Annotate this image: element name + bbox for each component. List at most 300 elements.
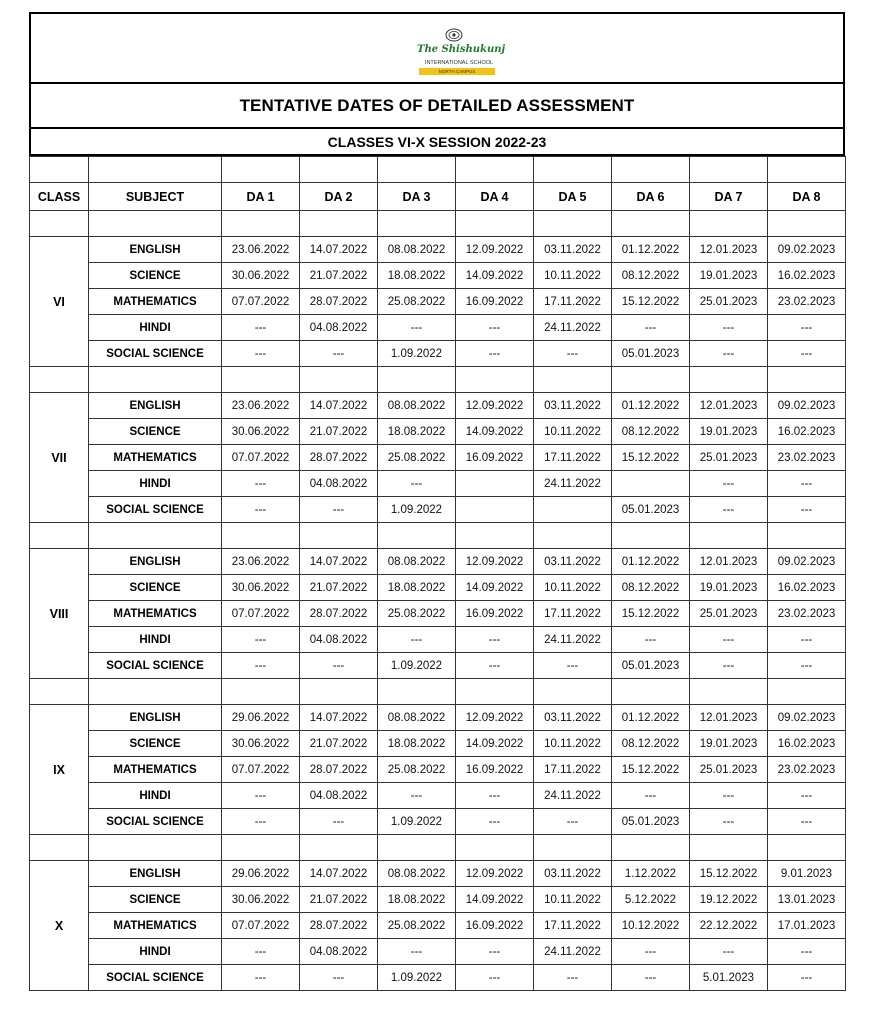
column-header: SUBJECT xyxy=(89,183,222,211)
table-row xyxy=(30,705,846,731)
date-cell: 15.12.2022 xyxy=(612,601,690,627)
date-cell: 25.08.2022 xyxy=(378,757,456,783)
table-row xyxy=(30,575,846,601)
date-cell: 17.11.2022 xyxy=(534,913,612,939)
date-cell: 25.01.2023 xyxy=(690,445,768,471)
subject-cell: HINDI xyxy=(89,315,222,341)
date-cell: 17.11.2022 xyxy=(534,757,612,783)
subject-cell: ENGLISH xyxy=(89,861,222,887)
empty-cell xyxy=(534,367,612,393)
date-cell: --- xyxy=(222,653,300,679)
date-cell: --- xyxy=(222,341,300,367)
date-cell: 25.08.2022 xyxy=(378,445,456,471)
empty-cell xyxy=(300,835,378,861)
subject-cell: HINDI xyxy=(89,939,222,965)
date-cell: --- xyxy=(768,653,846,679)
date-cell: 08.12.2022 xyxy=(612,575,690,601)
date-cell: 24.11.2022 xyxy=(534,471,612,497)
date-cell: 15.12.2022 xyxy=(612,289,690,315)
empty-cell xyxy=(768,157,846,183)
empty-cell xyxy=(690,367,768,393)
empty-cell xyxy=(456,679,534,705)
class-cell: VI xyxy=(30,237,89,367)
subject-cell: SCIENCE xyxy=(89,887,222,913)
date-cell: 08.08.2022 xyxy=(378,861,456,887)
date-cell: 21.07.2022 xyxy=(300,263,378,289)
date-cell: 16.02.2023 xyxy=(768,263,846,289)
date-cell: 04.08.2022 xyxy=(300,315,378,341)
date-cell: --- xyxy=(222,497,300,523)
table-row xyxy=(30,783,846,809)
empty-cell xyxy=(534,211,612,237)
table-row xyxy=(30,289,846,315)
date-cell: 16.02.2023 xyxy=(768,419,846,445)
empty-cell xyxy=(378,835,456,861)
date-cell: 12.09.2022 xyxy=(456,861,534,887)
date-cell: 18.08.2022 xyxy=(378,419,456,445)
class-cell: X xyxy=(30,861,89,991)
date-cell: 08.08.2022 xyxy=(378,705,456,731)
table-row xyxy=(30,315,846,341)
date-cell: 1.09.2022 xyxy=(378,653,456,679)
date-cell: --- xyxy=(456,965,534,991)
date-cell: --- xyxy=(300,965,378,991)
table-row xyxy=(30,497,846,523)
empty-cell xyxy=(222,523,300,549)
column-header: DA 5 xyxy=(534,183,612,211)
subject-cell: SOCIAL SCIENCE xyxy=(89,653,222,679)
date-cell: 04.08.2022 xyxy=(300,783,378,809)
date-cell: 21.07.2022 xyxy=(300,419,378,445)
date-cell: --- xyxy=(690,471,768,497)
assessment-schedule-table xyxy=(29,156,846,991)
subject-cell: ENGLISH xyxy=(89,237,222,263)
empty-cell xyxy=(534,157,612,183)
date-cell: 17.11.2022 xyxy=(534,601,612,627)
date-cell: 14.09.2022 xyxy=(456,575,534,601)
date-cell: 07.07.2022 xyxy=(222,601,300,627)
date-cell: --- xyxy=(222,471,300,497)
date-cell: 1.09.2022 xyxy=(378,965,456,991)
date-cell: 21.07.2022 xyxy=(300,731,378,757)
date-cell: --- xyxy=(612,965,690,991)
date-cell: --- xyxy=(768,471,846,497)
date-cell: --- xyxy=(768,627,846,653)
table-row xyxy=(30,549,846,575)
date-cell: --- xyxy=(222,809,300,835)
date-cell: --- xyxy=(768,809,846,835)
empty-cell xyxy=(89,835,222,861)
date-cell: 10.11.2022 xyxy=(534,887,612,913)
date-cell: --- xyxy=(612,939,690,965)
logo-box xyxy=(29,12,845,84)
school-logo xyxy=(417,28,506,80)
date-cell: 22.12.2022 xyxy=(690,913,768,939)
class-cell: VIII xyxy=(30,549,89,679)
date-cell: 14.09.2022 xyxy=(456,263,534,289)
date-cell: 24.11.2022 xyxy=(534,939,612,965)
date-cell: 08.08.2022 xyxy=(378,549,456,575)
date-cell: 30.06.2022 xyxy=(222,887,300,913)
date-cell: --- xyxy=(534,809,612,835)
empty-cell xyxy=(378,679,456,705)
date-cell: 12.09.2022 xyxy=(456,393,534,419)
empty-cell xyxy=(534,835,612,861)
date-cell: 29.06.2022 xyxy=(222,705,300,731)
subject-cell: MATHEMATICS xyxy=(89,289,222,315)
date-cell: 10.11.2022 xyxy=(534,731,612,757)
empty-cell xyxy=(378,523,456,549)
spacer-row xyxy=(30,367,846,393)
date-cell: --- xyxy=(690,627,768,653)
empty-cell xyxy=(30,835,89,861)
date-cell: --- xyxy=(222,783,300,809)
date-cell: --- xyxy=(690,315,768,341)
empty-cell xyxy=(612,679,690,705)
date-cell: 5.01.2023 xyxy=(690,965,768,991)
date-cell: 04.08.2022 xyxy=(300,939,378,965)
date-cell: 1.09.2022 xyxy=(378,341,456,367)
date-cell: 1.09.2022 xyxy=(378,497,456,523)
date-cell: 17.11.2022 xyxy=(534,289,612,315)
subject-cell: ENGLISH xyxy=(89,549,222,575)
date-cell: 09.02.2023 xyxy=(768,549,846,575)
date-cell: 30.06.2022 xyxy=(222,419,300,445)
date-cell: 16.09.2022 xyxy=(456,757,534,783)
date-cell: 23.06.2022 xyxy=(222,237,300,263)
table-row xyxy=(30,731,846,757)
date-cell: 09.02.2023 xyxy=(768,705,846,731)
date-cell: 08.08.2022 xyxy=(378,393,456,419)
empty-cell xyxy=(222,367,300,393)
empty-cell xyxy=(456,157,534,183)
empty-cell xyxy=(768,835,846,861)
subject-cell: SCIENCE xyxy=(89,575,222,601)
column-header: DA 4 xyxy=(456,183,534,211)
date-cell: 10.11.2022 xyxy=(534,263,612,289)
date-cell: 23.06.2022 xyxy=(222,549,300,575)
date-cell: --- xyxy=(222,965,300,991)
subject-cell: SOCIAL SCIENCE xyxy=(89,965,222,991)
column-header: DA 7 xyxy=(690,183,768,211)
date-cell: 24.11.2022 xyxy=(534,783,612,809)
date-cell xyxy=(456,497,534,523)
date-cell: --- xyxy=(534,965,612,991)
date-cell: 19.01.2023 xyxy=(690,731,768,757)
date-cell: 03.11.2022 xyxy=(534,861,612,887)
subject-cell: HINDI xyxy=(89,471,222,497)
empty-cell xyxy=(456,835,534,861)
column-header: DA 1 xyxy=(222,183,300,211)
empty-cell xyxy=(89,157,222,183)
date-cell: 05.01.2023 xyxy=(612,653,690,679)
empty-cell xyxy=(690,523,768,549)
empty-cell xyxy=(378,157,456,183)
date-cell: 14.09.2022 xyxy=(456,731,534,757)
empty-cell xyxy=(89,211,222,237)
empty-cell xyxy=(30,367,89,393)
date-cell: --- xyxy=(768,965,846,991)
subject-cell: SOCIAL SCIENCE xyxy=(89,341,222,367)
table-row xyxy=(30,627,846,653)
date-cell: 14.07.2022 xyxy=(300,549,378,575)
subject-cell: SOCIAL SCIENCE xyxy=(89,497,222,523)
date-cell: 23.06.2022 xyxy=(222,393,300,419)
date-cell: 14.09.2022 xyxy=(456,419,534,445)
empty-cell xyxy=(534,679,612,705)
date-cell: --- xyxy=(768,341,846,367)
date-cell: 12.01.2023 xyxy=(690,237,768,263)
date-cell: 01.12.2022 xyxy=(612,237,690,263)
empty-cell xyxy=(612,367,690,393)
date-cell: --- xyxy=(690,939,768,965)
title-box xyxy=(29,84,845,129)
date-cell: --- xyxy=(222,315,300,341)
date-cell: 07.07.2022 xyxy=(222,913,300,939)
table-row xyxy=(30,965,846,991)
subject-cell: MATHEMATICS xyxy=(89,445,222,471)
logo-school-name: The Shishukunj xyxy=(417,44,506,55)
empty-cell xyxy=(30,211,89,237)
spacer-row xyxy=(30,211,846,237)
date-cell: 01.12.2022 xyxy=(612,393,690,419)
date-cell: 19.12.2022 xyxy=(690,887,768,913)
date-cell: --- xyxy=(300,809,378,835)
date-cell: --- xyxy=(690,783,768,809)
document-title: TENTATIVE DATES OF DETAILED ASSESSMENT xyxy=(239,95,635,115)
date-cell: --- xyxy=(768,939,846,965)
date-cell: --- xyxy=(300,653,378,679)
table-row xyxy=(30,861,846,887)
date-cell: 5.12.2022 xyxy=(612,887,690,913)
empty-cell xyxy=(30,157,89,183)
table-row xyxy=(30,393,846,419)
empty-cell xyxy=(690,835,768,861)
empty-cell xyxy=(30,523,89,549)
empty-cell xyxy=(456,523,534,549)
date-cell: 04.08.2022 xyxy=(300,627,378,653)
empty-cell xyxy=(612,835,690,861)
date-cell: 12.09.2022 xyxy=(456,237,534,263)
date-cell: 14.07.2022 xyxy=(300,861,378,887)
table-row xyxy=(30,809,846,835)
date-cell: 14.07.2022 xyxy=(300,705,378,731)
subject-cell: SOCIAL SCIENCE xyxy=(89,809,222,835)
date-cell: --- xyxy=(768,315,846,341)
date-cell: 25.01.2023 xyxy=(690,757,768,783)
date-cell: 25.01.2023 xyxy=(690,289,768,315)
date-cell: 04.08.2022 xyxy=(300,471,378,497)
date-cell: 23.02.2023 xyxy=(768,601,846,627)
date-cell: 16.09.2022 xyxy=(456,445,534,471)
empty-cell xyxy=(534,523,612,549)
date-cell: 07.07.2022 xyxy=(222,757,300,783)
date-cell: 16.02.2023 xyxy=(768,575,846,601)
subtitle-box xyxy=(29,129,845,156)
table-row xyxy=(30,341,846,367)
date-cell: --- xyxy=(612,627,690,653)
column-header: DA 6 xyxy=(612,183,690,211)
date-cell: 28.07.2022 xyxy=(300,601,378,627)
date-cell: 12.09.2022 xyxy=(456,549,534,575)
date-cell: 16.02.2023 xyxy=(768,731,846,757)
date-cell: 21.07.2022 xyxy=(300,887,378,913)
date-cell: --- xyxy=(534,341,612,367)
empty-cell xyxy=(768,211,846,237)
column-header: DA 3 xyxy=(378,183,456,211)
date-cell: 23.02.2023 xyxy=(768,289,846,315)
date-cell: 30.06.2022 xyxy=(222,731,300,757)
empty-cell xyxy=(768,679,846,705)
date-cell: --- xyxy=(612,315,690,341)
date-cell: 14.09.2022 xyxy=(456,887,534,913)
date-cell: 18.08.2022 xyxy=(378,731,456,757)
empty-cell xyxy=(300,211,378,237)
date-cell: --- xyxy=(378,627,456,653)
empty-cell xyxy=(89,523,222,549)
empty-cell xyxy=(378,211,456,237)
empty-cell xyxy=(768,523,846,549)
date-cell: --- xyxy=(378,783,456,809)
empty-cell xyxy=(456,367,534,393)
date-cell: 25.08.2022 xyxy=(378,289,456,315)
subject-cell: HINDI xyxy=(89,783,222,809)
date-cell: 08.12.2022 xyxy=(612,419,690,445)
date-cell: 19.01.2023 xyxy=(690,263,768,289)
date-cell: --- xyxy=(378,939,456,965)
date-cell: 25.01.2023 xyxy=(690,601,768,627)
empty-cell xyxy=(30,679,89,705)
date-cell: 03.11.2022 xyxy=(534,549,612,575)
subject-cell: SCIENCE xyxy=(89,419,222,445)
date-cell: --- xyxy=(612,783,690,809)
empty-cell xyxy=(89,367,222,393)
date-cell: 01.12.2022 xyxy=(612,549,690,575)
spacer-row xyxy=(30,679,846,705)
date-cell: 03.11.2022 xyxy=(534,393,612,419)
empty-cell xyxy=(612,157,690,183)
empty-cell xyxy=(690,211,768,237)
date-cell: 16.09.2022 xyxy=(456,601,534,627)
empty-cell xyxy=(300,367,378,393)
date-cell: 08.08.2022 xyxy=(378,237,456,263)
date-cell: 12.01.2023 xyxy=(690,705,768,731)
document-subtitle: CLASSES VI-X SESSION 2022-23 xyxy=(327,133,547,150)
logo-school-type: INTERNATIONAL SCHOOL xyxy=(424,60,494,66)
date-cell: 09.02.2023 xyxy=(768,393,846,419)
empty-cell xyxy=(300,157,378,183)
date-cell: --- xyxy=(456,653,534,679)
table-row xyxy=(30,939,846,965)
table-row xyxy=(30,757,846,783)
date-cell: 9.01.2023 xyxy=(768,861,846,887)
date-cell: 16.09.2022 xyxy=(456,913,534,939)
date-cell: 10.12.2022 xyxy=(612,913,690,939)
date-cell: 16.09.2022 xyxy=(456,289,534,315)
date-cell: --- xyxy=(690,653,768,679)
date-cell: 05.01.2023 xyxy=(612,341,690,367)
date-cell: 05.01.2023 xyxy=(612,497,690,523)
date-cell: 10.11.2022 xyxy=(534,419,612,445)
date-cell: --- xyxy=(690,341,768,367)
date-cell: 19.01.2023 xyxy=(690,575,768,601)
empty-cell xyxy=(768,367,846,393)
date-cell: 18.08.2022 xyxy=(378,263,456,289)
empty-cell xyxy=(690,157,768,183)
empty-cell xyxy=(300,679,378,705)
table-row xyxy=(30,237,846,263)
date-cell: 18.08.2022 xyxy=(378,575,456,601)
empty-cell xyxy=(612,523,690,549)
spacer-row xyxy=(30,523,846,549)
date-cell: 28.07.2022 xyxy=(300,445,378,471)
empty-cell xyxy=(89,679,222,705)
date-cell: 03.11.2022 xyxy=(534,705,612,731)
date-cell: 14.07.2022 xyxy=(300,393,378,419)
subject-cell: ENGLISH xyxy=(89,393,222,419)
empty-cell xyxy=(456,211,534,237)
date-cell: 14.07.2022 xyxy=(300,237,378,263)
header-row xyxy=(30,183,846,211)
column-header: DA 8 xyxy=(768,183,846,211)
table-row xyxy=(30,653,846,679)
date-cell: 13.01.2023 xyxy=(768,887,846,913)
school-emblem-icon xyxy=(445,28,463,42)
date-cell: 24.11.2022 xyxy=(534,627,612,653)
date-cell: --- xyxy=(456,341,534,367)
class-cell: VII xyxy=(30,393,89,523)
date-cell xyxy=(534,497,612,523)
column-header: DA 2 xyxy=(300,183,378,211)
date-cell: 1.12.2022 xyxy=(612,861,690,887)
date-cell: 10.11.2022 xyxy=(534,575,612,601)
table-row xyxy=(30,419,846,445)
class-cell: IX xyxy=(30,705,89,835)
date-cell: --- xyxy=(768,783,846,809)
date-cell: 25.08.2022 xyxy=(378,601,456,627)
subject-cell: SCIENCE xyxy=(89,731,222,757)
date-cell: 17.11.2022 xyxy=(534,445,612,471)
empty-cell xyxy=(222,211,300,237)
date-cell: 03.11.2022 xyxy=(534,237,612,263)
date-cell: --- xyxy=(534,653,612,679)
table-row xyxy=(30,445,846,471)
date-cell: 18.08.2022 xyxy=(378,887,456,913)
date-cell: 25.08.2022 xyxy=(378,913,456,939)
date-cell: 1.09.2022 xyxy=(378,809,456,835)
date-cell: 12.01.2023 xyxy=(690,393,768,419)
date-cell: --- xyxy=(690,497,768,523)
date-cell: 30.06.2022 xyxy=(222,575,300,601)
date-cell: 30.06.2022 xyxy=(222,263,300,289)
table-row xyxy=(30,263,846,289)
date-cell: 29.06.2022 xyxy=(222,861,300,887)
column-header: CLASS xyxy=(30,183,89,211)
top-spacer-row xyxy=(30,157,846,183)
date-cell: --- xyxy=(300,341,378,367)
subject-cell: MATHEMATICS xyxy=(89,913,222,939)
date-cell: 17.01.2023 xyxy=(768,913,846,939)
date-cell: 07.07.2022 xyxy=(222,445,300,471)
date-cell: 12.01.2023 xyxy=(690,549,768,575)
date-cell xyxy=(456,471,534,497)
empty-cell xyxy=(378,367,456,393)
date-cell: --- xyxy=(456,939,534,965)
date-cell: 28.07.2022 xyxy=(300,757,378,783)
date-cell: --- xyxy=(456,627,534,653)
empty-cell xyxy=(222,679,300,705)
date-cell: --- xyxy=(456,315,534,341)
